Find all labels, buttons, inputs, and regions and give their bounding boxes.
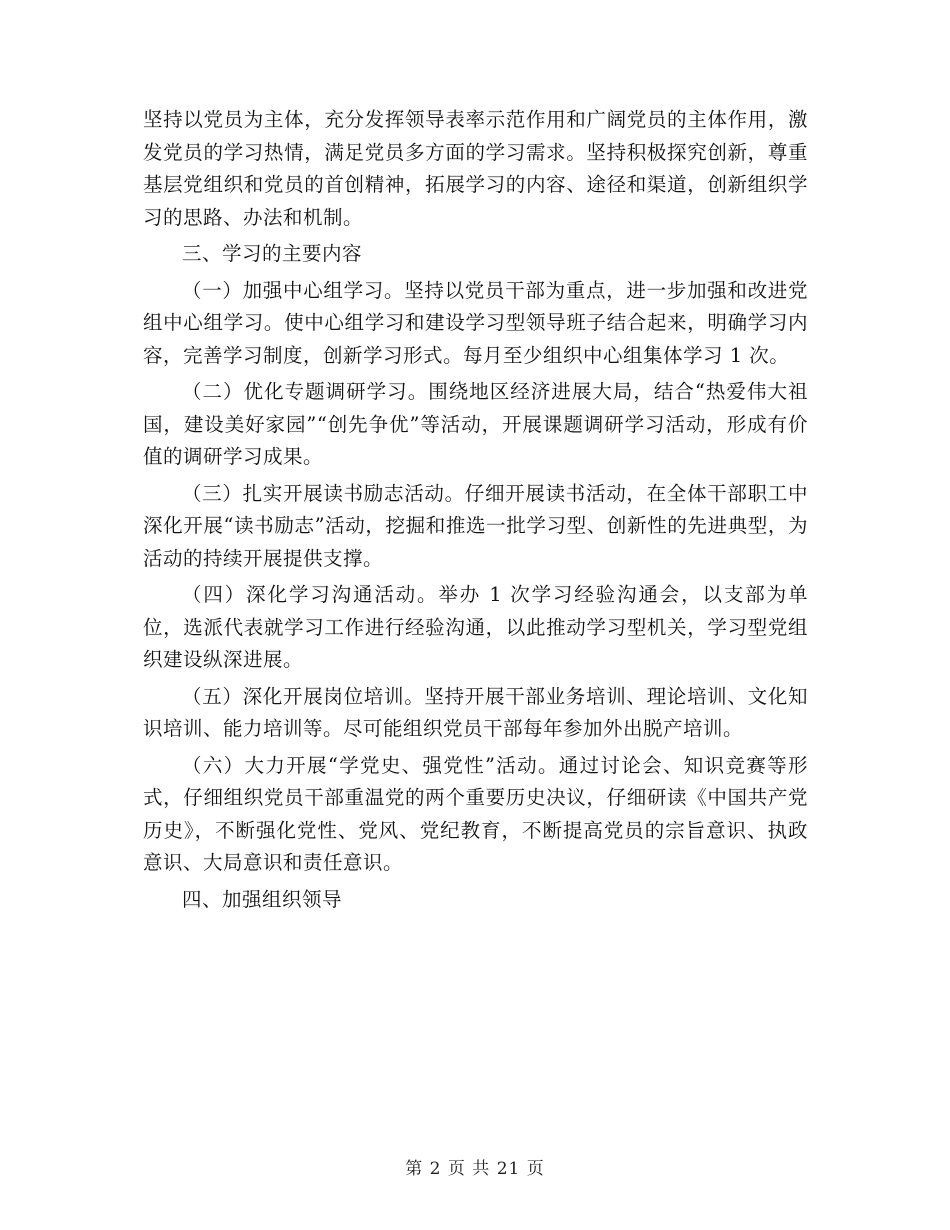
paragraph-item-4: （四）深化学习沟通活动。举办 1 次学习经验沟通会，以支部为单位，选派代表就学习工作进行经验沟通，以此推动学习型机关，学习型党组织建设纵深进展。	[143, 583, 808, 671]
paragraph-item-3: （三）扎实开展读书励志活动。仔细开展读书活动，在全体干部职工中深化开展“读书励志”活动，挖掘和推选一批学习型、创新性的先进典型，为活动的持续开展提供支撑。	[143, 481, 808, 570]
paragraph-continuation: 坚持以党员为主体，充分发挥领导表率示范作用和广阔党员的主体作用，激发党员的学习热情，满足党员多方面的学习需求。坚持积极探究创新，尊重基层党组织和党员的首创精神，拓展学习的内容、途径和渠道，创新组织学习的思路、办法和机制。	[143, 108, 808, 229]
paragraph-item-2: （二）优化专题调研学习。围绕地区经济进展大局，结合“热爱伟大祖国，建设美好家园”“创先争优”等活动，开展课题调研学习活动，形成有价值的调研学习成果。	[143, 380, 808, 468]
paragraph-item-6: （六）大力开展“学党史、强党性”活动。通过讨论会、知识竞赛等形式，仔细组织党员干部重温党的两个重要历史决议，仔细研读《中国共产党历史》，不断强化党性、党风、党纪教育，不断提高党员的宗旨意识、执政意识、大局意识和责任意识。	[143, 753, 808, 874]
paragraph-item-5: （五）深化开展岗位培训。坚持开展干部业务培训、理论培训、文化知识培训、能力培训等。尽可能组织党员干部每年参加外出脱产培训。	[143, 684, 808, 740]
footer-middle: 页 共	[447, 1159, 491, 1179]
footer-prefix: 第	[405, 1159, 424, 1179]
section-heading-leadership: 四、加强组织领导	[182, 887, 343, 911]
paragraph-item-1: （一）加强中心组学习。坚持以党员干部为重点，进一步加强和改进党组中心组学习。使中心组学习和建设学习型领导班子结合起来，明确学习内容，完善学习制度，创新学习形式。每月至少组织中心组集体学习 1 次。	[143, 278, 808, 367]
section-heading-content: 三、学习的主要内容	[182, 242, 363, 265]
page-footer	[0, 1154, 950, 1179]
footer-total-pages: 21	[496, 1159, 521, 1179]
document-body	[143, 104, 808, 920]
footer-suffix: 页	[526, 1159, 545, 1179]
footer-current-page: 2	[429, 1159, 442, 1179]
